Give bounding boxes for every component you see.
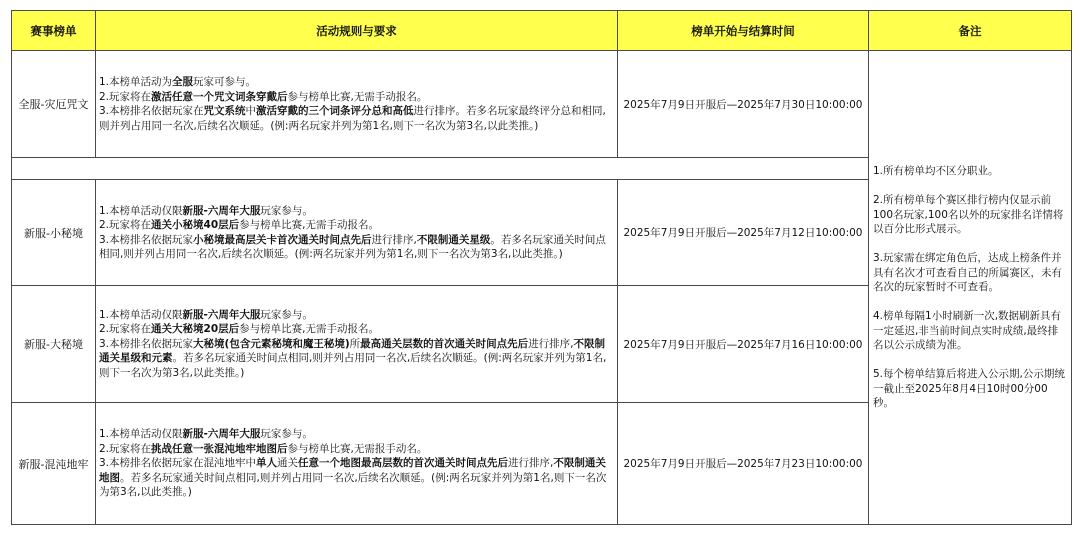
header-ranking-name: 赛事榜单	[12, 11, 96, 51]
rules-cell	[96, 51, 618, 158]
rule-emphasis: 最高通关层数的首次通关时间点先后	[360, 337, 529, 350]
rule-line	[99, 218, 613, 233]
rule-emphasis: 新服-六周年大服	[182, 428, 261, 441]
rule-text: 2.玩家将在	[99, 90, 152, 103]
rule-emphasis: 不限制通关星级和元素	[99, 337, 605, 365]
rules-cell	[96, 286, 618, 403]
time-cell: 2025年7月9日开服后—2025年7月23日10:00:00	[618, 403, 869, 525]
rule-text: 1.本榜单活动仅限	[99, 428, 183, 441]
note-item: 1.所有榜单均不区分职业。	[873, 165, 999, 178]
rule-emphasis: 小秘境最高层关卡首次通关时间点先后	[193, 233, 372, 246]
rule-line	[99, 456, 613, 500]
rule-emphasis: 不限制通关星级	[416, 233, 491, 246]
rule-text: 。若多名玩家通关时间点相同,则并列占用同一名次,后续名次顺延。(例:两名玩家并列为第1名,则下一名次为第3名,以此类推。)	[99, 233, 606, 260]
rule-text: 玩家可参与。	[193, 76, 257, 88]
note-item: 4.榜单每隔1小时刷新一次,数据刷新具有一定延迟,非当前时间点实时成绩,最终排名以公示成绩为准。	[873, 310, 1062, 352]
rule-emphasis: 新服-六周年大服	[182, 308, 261, 321]
ranking-name-cell: 新服-小秘境	[12, 180, 96, 286]
rule-emphasis: 新服-六周年大服	[182, 204, 261, 217]
rule-text: 。若多名玩家通关时间点相同,则并列占用同一名次,后续名次顺延。(例:两名玩家并列为第1名,则下一名次为第3名,以此类推。)	[99, 352, 607, 379]
ranking-name-cell: 全服-灾厄咒文	[12, 51, 96, 158]
rule-text: 进行排序,	[508, 457, 554, 470]
header-time: 榜单开始与结算时间	[618, 11, 869, 51]
rule-text: 3.本榜排名依据玩家在	[99, 105, 204, 117]
rule-text: 参与榜单比赛,无需手动报名。	[239, 219, 379, 231]
ranking-rules-table	[11, 10, 1072, 525]
note-item: 2.所有榜单每个赛区排行榜内仅显示前100名玩家,100名以外的玩家排名详情将以百分比形式展示。	[873, 194, 1064, 236]
rule-text: 进行排序,	[371, 233, 417, 246]
rule-emphasis: 大秘境(包含元素秘境和魔王秘境)	[193, 337, 350, 350]
ranking-rules-sheet	[11, 10, 1071, 524]
rule-line	[99, 233, 613, 262]
rule-text: 。若多名玩家通关时间点相同,则并列占用同一名次,后续名次顺延。(例:两名玩家并列为第1名,则下一名次为第3名,以此类推。)	[99, 471, 607, 499]
time-cell: 2025年7月9日开服后—2025年7月30日10:00:00	[618, 51, 869, 158]
rule-emphasis: 不限制通关地图	[99, 457, 606, 484]
rule-emphasis: 咒文系统	[203, 105, 246, 117]
rule-text: 进行排序。若多名玩家最终评分总和相同,则并列占用同一名次,后续名次顺延。(例:两名玩家并列为第1名,则下一名次为第3名,以此类推。)	[99, 105, 606, 132]
rule-text: 参与榜单比赛,无需手动报名。	[287, 90, 428, 103]
rule-text: 2.玩家将在	[99, 442, 152, 455]
notes-cell	[869, 51, 1072, 525]
rule-text: 2.玩家将在	[99, 219, 152, 231]
note-item: 5.每个榜单结算后将进入公示期,公示期统一截止至2025年8月4日10时00分00秒。	[873, 368, 1065, 410]
header-notes: 备注	[869, 11, 1072, 51]
rule-text: 1.本榜单活动为	[99, 76, 173, 88]
rules-cell	[96, 403, 618, 525]
rule-text: 所	[349, 337, 361, 350]
rule-text: 3.本榜排名依据玩家	[99, 337, 194, 350]
time-cell: 2025年7月9日开服后—2025年7月16日10:00:00	[618, 286, 869, 403]
note-item: 3.玩家需在绑定角色后，达成上榜条件并具有名次才可查看自己的所属赛区，未有名次的玩家暂时不可查看。	[873, 252, 1062, 294]
rule-emphasis: 全服	[172, 76, 194, 88]
rule-emphasis: 任意一个地图最高层数的首次通关时间点先后	[298, 457, 509, 470]
rule-line	[99, 427, 613, 442]
rule-text: 1.本榜单活动仅限	[99, 204, 183, 217]
rule-text: 3.本榜排名依据玩家	[99, 233, 194, 246]
rule-text: 3.本榜排名依据玩家在混沌地牢中	[99, 457, 257, 470]
rule-text: 2.玩家将在	[99, 323, 152, 336]
rule-line	[99, 204, 613, 219]
rule-emphasis: 激活任意一个咒文词条穿戴后	[151, 90, 288, 103]
ranking-name-cell: 新服-混沌地牢	[12, 403, 96, 525]
rule-text: 参与榜单比赛,无需手动报名。	[239, 323, 379, 336]
rule-text: 玩家参与。	[260, 204, 313, 217]
rule-text: 进行排序,	[528, 337, 574, 350]
rule-line	[99, 308, 613, 323]
rule-text: 玩家参与。	[260, 428, 313, 441]
rule-line	[99, 104, 613, 133]
rule-emphasis: 挑战任意一张混沌地牢地图后	[151, 442, 288, 455]
rule-line	[99, 337, 613, 381]
header-rules: 活动规则与要求	[96, 11, 618, 51]
table-row	[12, 51, 1072, 158]
rule-line	[99, 442, 613, 457]
rule-emphasis: 激活穿戴的三个词条评分总和高低	[256, 105, 414, 117]
rule-text: 玩家参与。	[260, 308, 313, 321]
rule-text: 1.本榜单活动仅限	[99, 308, 183, 321]
rule-text: 通关	[277, 457, 299, 470]
rule-emphasis: 通关大秘境20层后	[151, 323, 240, 336]
rule-emphasis: 通关小秘境40层后	[151, 219, 240, 231]
rule-emphasis: 单人	[256, 457, 278, 470]
rule-text: 中	[245, 105, 257, 117]
rule-text: 参与榜单比赛,无需报手动名。	[287, 442, 428, 455]
ranking-name-cell: 新服-大秘境	[12, 286, 96, 403]
rule-line	[99, 75, 613, 90]
rule-line	[99, 322, 613, 337]
spacer-cell	[12, 158, 869, 180]
rule-line	[99, 90, 613, 105]
header-row	[12, 11, 1072, 51]
time-cell: 2025年7月9日开服后—2025年7月12日10:00:00	[618, 180, 869, 286]
rules-cell	[96, 180, 618, 286]
